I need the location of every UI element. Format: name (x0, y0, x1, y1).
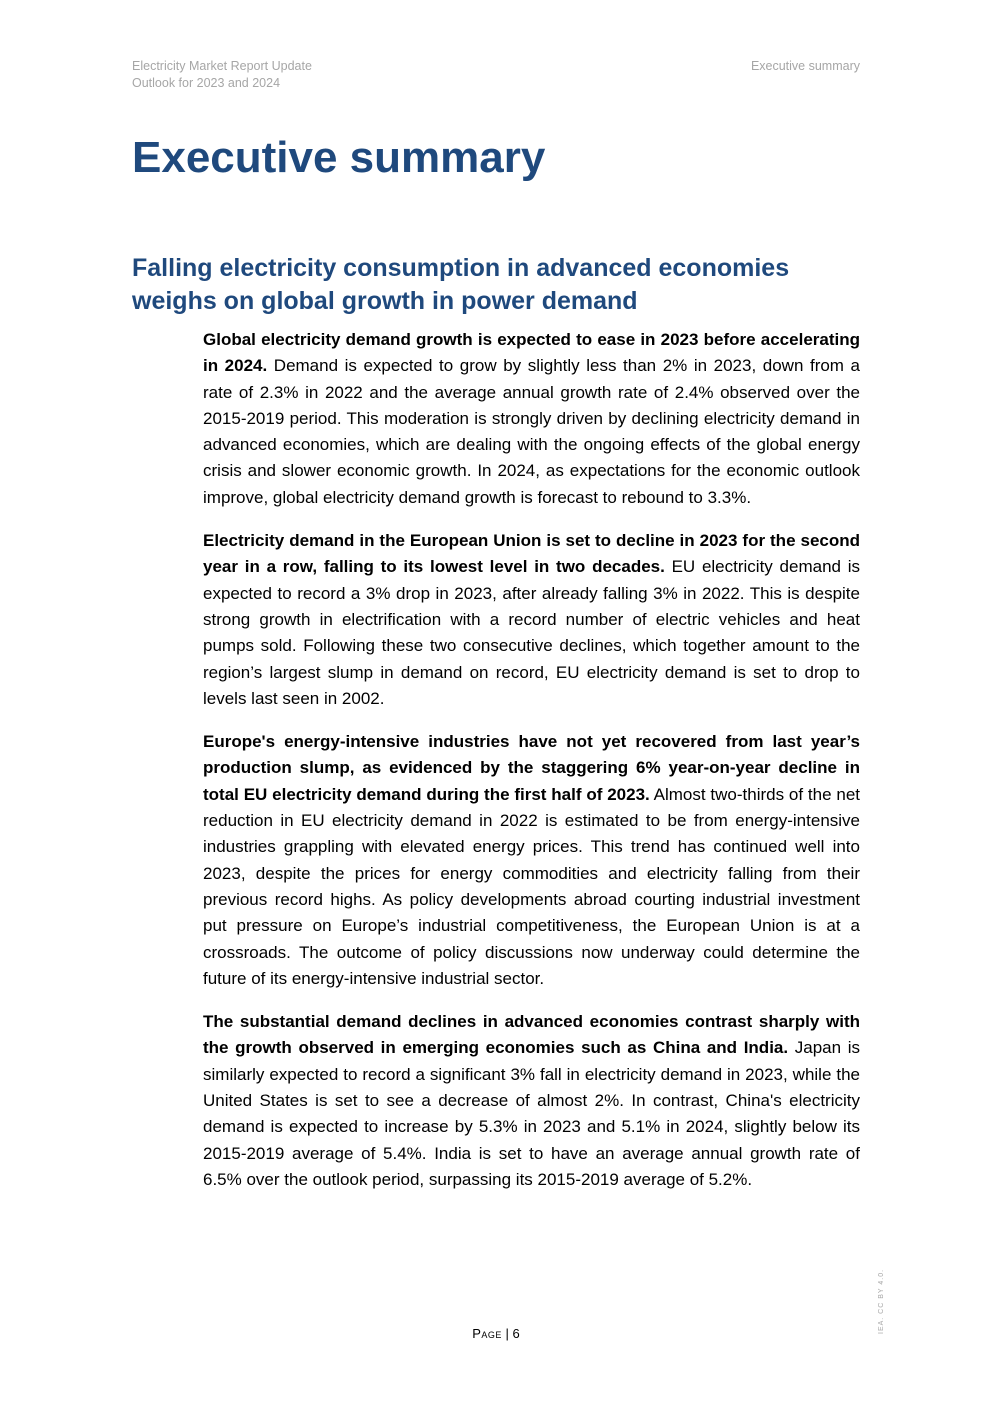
paragraph-text: Japan is similarly expected to record a significant 3% fall in electricity demand in 2023, while the United States is set to see a decrease of almost 2%. In contrast, China's electricity demand is expected to increase by 5.3% in 2023 and 5.1% in 2024, slightly below its 2015-2019 average of 5.4%. India is set to have an average annual growth rate of 6.5% over the outlook period, surpassing its 2015-2019 average of 5.2%. (203, 1038, 860, 1189)
paragraph-lead: The substantial demand declines in advanced economies contrast sharply with the growth observed in emerging economies such as China and India. (203, 1012, 860, 1058)
paragraph-lead: Global electricity demand growth is expected to ease in 2023 before accelerating in 2024. (203, 330, 860, 376)
page-title: Executive summary (132, 133, 546, 182)
paragraph-3 (203, 729, 860, 992)
section-heading: Falling electricity consumption in advanced economies weighs on global growth in power demand (132, 254, 790, 315)
paragraph-text: EU electricity demand is expected to record a 3% drop in 2023, after already falling 3% in 2022. This is despite strong growth in electrification with a record number of electric vehicles and heat pumps sold. Following these two consecutive declines, which together amount to the region’s largest slump in demand on record, EU electricity demand is set to drop to levels last seen in 2002. (203, 557, 860, 708)
paragraph-1 (203, 327, 860, 511)
running-header-section: Executive summary (750, 59, 860, 73)
page-separator: | (501, 1326, 513, 1341)
page-label: Page (472, 1326, 502, 1341)
paragraph-2 (203, 528, 860, 712)
license-mark: IEA. CC BY 4.0. (878, 1268, 885, 1334)
paragraph-4 (203, 1009, 860, 1193)
paragraph-lead: Europe's energy-intensive industries have not yet recovered from last year’s production slump, as evidenced by the staggering 6% year-on-year decline in total EU electricity demand during the first half of 2023. (203, 732, 860, 804)
paragraph-text: Almost two-thirds of the net reduction in EU electricity demand in 2022 is estimated to be from energy-intensive industries grappling with elevated energy prices. This trend has continued well into 2023, despite the prices for energy commodities and electricity falling from their previous record highs. As policy developments abroad courting industrial investment put pressure on Europe’s industrial competitiveness, the European Union is at a crossroads. The outcome of policy discussions now underway could determine the future of its energy-intensive industrial sector. (203, 784, 860, 988)
report-subtitle: Outlook for 2023 and 2024 (132, 76, 281, 90)
report-title: Electricity Market Report Update (132, 59, 312, 73)
paragraph-text: Demand is expected to grow by slightly less than 2% in 2023, down from a rate of 2.3% in 2022 and the average annual growth rate of 2.4% observed over the 2015-2019 period. This moderation is strongly driven by declining electricity demand in advanced economies, which are dealing with the ongoing effects of the global energy crisis and slower economic growth. In 2024, as expectations for the economic outlook improve, global electricity demand growth is forecast to rebound to 3.3%. (203, 356, 860, 507)
body-text (203, 327, 860, 1210)
page-number: 6 (512, 1326, 520, 1341)
running-header-left (132, 58, 312, 92)
paragraph-lead: Electricity demand in the European Union is set to decline in 2023 for the second year in a row, falling to its lowest level in two decades. (203, 531, 860, 577)
page-footer (0, 1326, 992, 1341)
